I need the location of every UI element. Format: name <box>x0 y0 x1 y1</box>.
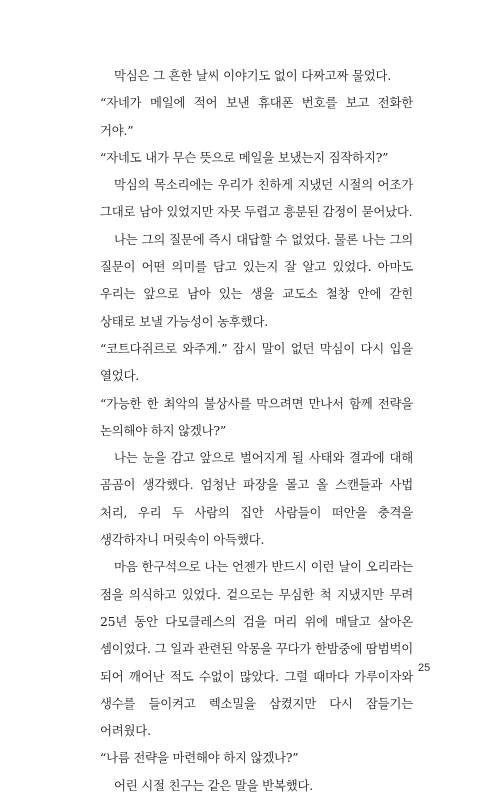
page-number: 25 <box>418 662 431 674</box>
paragraph: 막심은 그 흔한 날씨 이야기도 없이 다짜고짜 물었다. <box>114 68 392 83</box>
paragraph: “나름 전략을 마련해야 하지 않겠나?” <box>100 750 299 766</box>
paragraph: “자네가 메일에 적어 보낸 휴대폰 번호를 보고 전화한 거야.” <box>100 95 413 138</box>
paragraph: “가능한 한 최악의 불상사를 막으려면 만나서 함께 전략을 논의해야 하지 않겠나?” <box>100 395 413 438</box>
paragraph: 나는 눈을 감고 앞으로 벌어지게 될 사태와 결과에 대해 곰곰이 생각했다. 엄청난 파장을 몰고 올 스캔들과 사법 처리, 우리 두 사람의 집안 사람들이 떠안을 충격을 생각하자니 머릿속이 아득했다. <box>100 450 413 548</box>
paragraph: 마음 한구석으로 나는 언젠가 반드시 이런 날이 오리라는 점을 의식하고 있었다. 겉으로는 무심한 척 지냈지만 무려 25년 동안 다모클레스의 검을 머리 위에 매달고 살아온 셈이었다. 그 일과 관련된 악몽을 꾸다가 한밤중에 땀범벅이 되어 깨어난 적도 수없이 많았다. 그럴 때마다 가루이자와 생수를 들이켜고 렉소밀을 삼켰지만 다시 잠들기는 어려웠다. <box>100 559 413 739</box>
paragraph: “자네도 내가 무슨 뜻으로 메일을 보냈는지 짐작하지?” <box>100 149 389 165</box>
body-text <box>100 62 413 799</box>
paragraph: “코트다쥐르로 와주게.” 잠시 말이 없던 막심이 다시 입을 열었다. <box>100 340 413 384</box>
paragraph: 막심의 목소리에는 우리가 친하게 지냈던 시절의 어조가 그대로 남아 있었지만 자못 두렵고 흥분된 감정이 묻어났다. <box>100 177 413 220</box>
paragraph: 어린 시절 친구는 같은 말을 반복했다. <box>114 777 313 793</box>
paragraph: 나는 그의 질문에 즉시 대답할 수 없었다. 물론 나는 그의 질문이 어떤 의미를 담고 있는지 잘 알고 있었다. 아마도 우리는 앞으로 남아 있는 생을 교도소 철창 안에 갇힌 상태로 보낼 가능성이 농후했다. <box>100 231 413 329</box>
